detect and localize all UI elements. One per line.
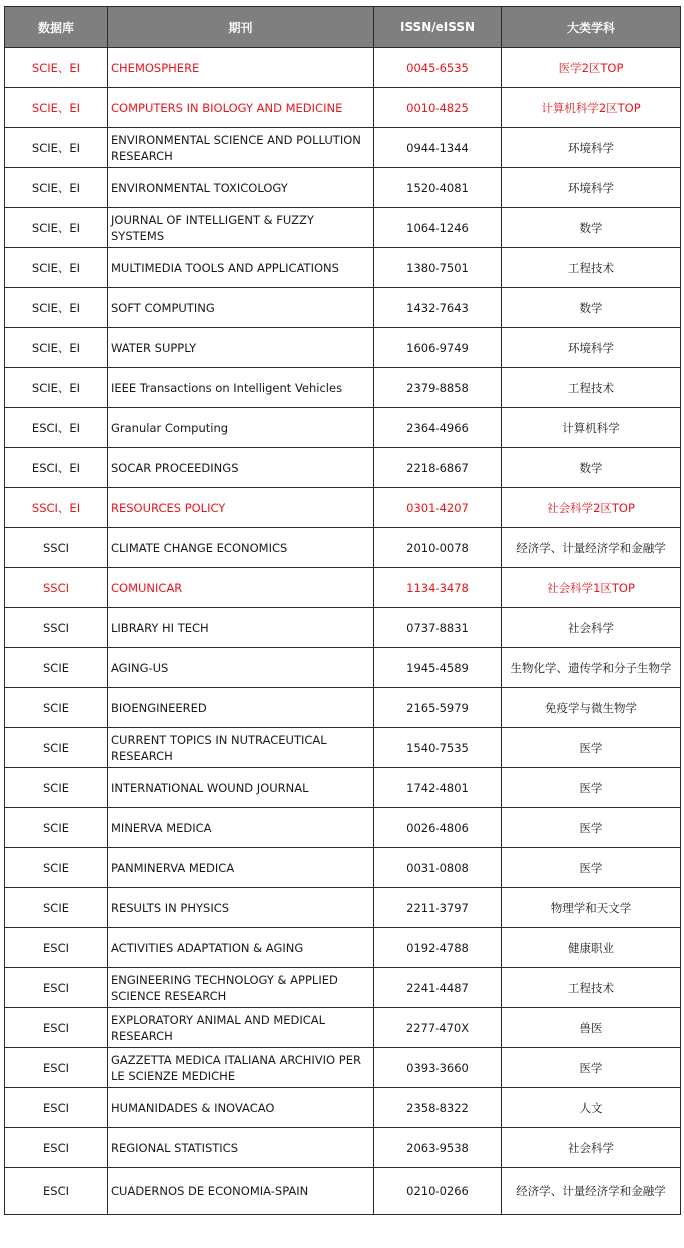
- issn-cell: 0026-4806: [374, 808, 502, 848]
- journal-title-cell: INTERNATIONAL WOUND JOURNAL: [108, 768, 374, 808]
- table-row: [5, 928, 681, 968]
- table-row: [5, 128, 681, 168]
- journal-title-cell: COMUNICAR: [108, 568, 374, 608]
- category-cell: 健康职业: [502, 928, 681, 968]
- table-row: [5, 968, 681, 1008]
- category-cell: 数学: [502, 208, 681, 248]
- issn-cell: 0210-0266: [374, 1168, 502, 1215]
- category-cell: 环境科学: [502, 168, 681, 208]
- database-cell: SCIE: [5, 648, 108, 688]
- issn-cell: 0045-6535: [374, 48, 502, 88]
- journal-title-cell: BIOENGINEERED: [108, 688, 374, 728]
- journal-title-cell: Granular Computing: [108, 408, 374, 448]
- issn-cell: 0301-4207: [374, 488, 502, 528]
- database-cell: ESCI: [5, 1128, 108, 1168]
- issn-cell: 1606-9749: [374, 328, 502, 368]
- database-cell: ESCI: [5, 1008, 108, 1048]
- table-row: [5, 48, 681, 88]
- database-cell: ESCI: [5, 968, 108, 1008]
- journal-title-cell: CHEMOSPHERE: [108, 48, 374, 88]
- category-cell: 环境科学: [502, 128, 681, 168]
- issn-cell: 1064-1246: [374, 208, 502, 248]
- database-cell: ESCI、EI: [5, 408, 108, 448]
- category-cell: 医学: [502, 768, 681, 808]
- table-row: [5, 488, 681, 528]
- issn-cell: 2358-8322: [374, 1088, 502, 1128]
- journal-title-cell: LIBRARY HI TECH: [108, 608, 374, 648]
- database-cell: SCIE: [5, 688, 108, 728]
- table-row: [5, 248, 681, 288]
- table-row: [5, 688, 681, 728]
- issn-cell: 1945-4589: [374, 648, 502, 688]
- category-cell: 医学: [502, 808, 681, 848]
- category-cell: 计算机科学2区TOP: [502, 88, 681, 128]
- table-row: [5, 208, 681, 248]
- table-row: [5, 1168, 681, 1215]
- issn-cell: 2218-6867: [374, 448, 502, 488]
- issn-cell: 1380-7501: [374, 248, 502, 288]
- category-cell: 生物化学、遗传学和分子生物学: [502, 648, 681, 688]
- database-cell: SSCI: [5, 608, 108, 648]
- database-cell: SSCI、EI: [5, 488, 108, 528]
- table-row: [5, 648, 681, 688]
- journal-title-cell: ENVIRONMENTAL SCIENCE AND POLLUTION RESEARCH: [108, 128, 374, 168]
- database-cell: ESCI: [5, 1168, 108, 1215]
- category-cell: 数学: [502, 448, 681, 488]
- category-cell: 工程技术: [502, 368, 681, 408]
- issn-cell: 0192-4788: [374, 928, 502, 968]
- table-row: [5, 768, 681, 808]
- database-cell: SCIE: [5, 848, 108, 888]
- database-cell: ESCI、EI: [5, 448, 108, 488]
- issn-cell: 0010-4825: [374, 88, 502, 128]
- category-cell: 工程技术: [502, 248, 681, 288]
- database-cell: SCIE、EI: [5, 288, 108, 328]
- database-cell: SCIE: [5, 768, 108, 808]
- category-cell: 社会科学2区TOP: [502, 488, 681, 528]
- category-cell: 医学: [502, 1048, 681, 1088]
- category-cell: 兽医: [502, 1008, 681, 1048]
- database-cell: SCIE、EI: [5, 88, 108, 128]
- category-cell: 经济学、计量经济学和金融学: [502, 528, 681, 568]
- header-issn: ISSN/eISSN: [374, 7, 502, 48]
- header-row: [5, 7, 681, 48]
- table-row: [5, 328, 681, 368]
- issn-cell: 2010-0078: [374, 528, 502, 568]
- journal-table: [4, 6, 681, 1215]
- journal-title-cell: RESOURCES POLICY: [108, 488, 374, 528]
- journal-title-cell: CLIMATE CHANGE ECONOMICS: [108, 528, 374, 568]
- database-cell: SCIE、EI: [5, 328, 108, 368]
- journal-title-cell: PANMINERVA MEDICA: [108, 848, 374, 888]
- journal-title-cell: HUMANIDADES & INOVACAO: [108, 1088, 374, 1128]
- table-row: [5, 1088, 681, 1128]
- database-cell: SCIE: [5, 728, 108, 768]
- category-cell: 人文: [502, 1088, 681, 1128]
- journal-title-cell: SOFT COMPUTING: [108, 288, 374, 328]
- issn-cell: 1540-7535: [374, 728, 502, 768]
- table-row: [5, 368, 681, 408]
- database-cell: SCIE: [5, 888, 108, 928]
- category-cell: 免疫学与微生物学: [502, 688, 681, 728]
- table-row: [5, 88, 681, 128]
- issn-cell: 0944-1344: [374, 128, 502, 168]
- database-cell: SSCI: [5, 528, 108, 568]
- journal-title-cell: CURRENT TOPICS IN NUTRACEUTICAL RESEARCH: [108, 728, 374, 768]
- category-cell: 环境科学: [502, 328, 681, 368]
- table-row: [5, 1048, 681, 1088]
- table-body: [5, 48, 681, 1215]
- journal-title-cell: SOCAR PROCEEDINGS: [108, 448, 374, 488]
- table-row: [5, 288, 681, 328]
- journal-title-cell: CUADERNOS DE ECONOMIA-SPAIN: [108, 1168, 374, 1215]
- issn-cell: 2063-9538: [374, 1128, 502, 1168]
- journal-title-cell: MINERVA MEDICA: [108, 808, 374, 848]
- journal-title-cell: WATER SUPPLY: [108, 328, 374, 368]
- table-header: [5, 7, 681, 48]
- journal-title-cell: EXPLORATORY ANIMAL AND MEDICAL RESEARCH: [108, 1008, 374, 1048]
- category-cell: 医学: [502, 728, 681, 768]
- table-row: [5, 448, 681, 488]
- database-cell: SCIE: [5, 808, 108, 848]
- category-cell: 数学: [502, 288, 681, 328]
- issn-cell: 2379-8858: [374, 368, 502, 408]
- table-row: [5, 808, 681, 848]
- journal-title-cell: IEEE Transactions on Intelligent Vehicles: [108, 368, 374, 408]
- header-category: 大类学科: [502, 7, 681, 48]
- journal-title-cell: RESULTS IN PHYSICS: [108, 888, 374, 928]
- table-row: [5, 608, 681, 648]
- table-row: [5, 728, 681, 768]
- journal-title-cell: ACTIVITIES ADAPTATION & AGING: [108, 928, 374, 968]
- database-cell: SCIE、EI: [5, 128, 108, 168]
- category-cell: 经济学、计量经济学和金融学: [502, 1168, 681, 1215]
- header-database: 数据库: [5, 7, 108, 48]
- journal-title-cell: ENGINEERING TECHNOLOGY & APPLIED SCIENCE RESEARCH: [108, 968, 374, 1008]
- database-cell: SCIE、EI: [5, 48, 108, 88]
- database-cell: SCIE、EI: [5, 368, 108, 408]
- category-cell: 物理学和天文学: [502, 888, 681, 928]
- issn-cell: 1134-3478: [374, 568, 502, 608]
- issn-cell: 2277-470X: [374, 1008, 502, 1048]
- issn-cell: 0393-3660: [374, 1048, 502, 1088]
- issn-cell: 2165-5979: [374, 688, 502, 728]
- table-row: [5, 568, 681, 608]
- database-cell: SSCI: [5, 568, 108, 608]
- journal-title-cell: MULTIMEDIA TOOLS AND APPLICATIONS: [108, 248, 374, 288]
- database-cell: SCIE、EI: [5, 248, 108, 288]
- issn-cell: 1432-7643: [374, 288, 502, 328]
- table-row: [5, 1128, 681, 1168]
- category-cell: 社会科学1区TOP: [502, 568, 681, 608]
- journal-title-cell: JOURNAL OF INTELLIGENT & FUZZY SYSTEMS: [108, 208, 374, 248]
- table-row: [5, 1008, 681, 1048]
- category-cell: 计算机科学: [502, 408, 681, 448]
- category-cell: 工程技术: [502, 968, 681, 1008]
- journal-title-cell: GAZZETTA MEDICA ITALIANA ARCHIVIO PER LE SCIENZE MEDICHE: [108, 1048, 374, 1088]
- issn-cell: 2211-3797: [374, 888, 502, 928]
- table-row: [5, 528, 681, 568]
- category-cell: 社会科学: [502, 608, 681, 648]
- database-cell: ESCI: [5, 928, 108, 968]
- journal-title-cell: REGIONAL STATISTICS: [108, 1128, 374, 1168]
- table-row: [5, 168, 681, 208]
- journal-title-cell: ENVIRONMENTAL TOXICOLOGY: [108, 168, 374, 208]
- journal-title-cell: AGING-US: [108, 648, 374, 688]
- table-row: [5, 888, 681, 928]
- database-cell: ESCI: [5, 1048, 108, 1088]
- table-row: [5, 408, 681, 448]
- issn-cell: 0737-8831: [374, 608, 502, 648]
- database-cell: SCIE、EI: [5, 208, 108, 248]
- issn-cell: 1520-4081: [374, 168, 502, 208]
- category-cell: 医学: [502, 848, 681, 888]
- database-cell: ESCI: [5, 1088, 108, 1128]
- category-cell: 社会科学: [502, 1128, 681, 1168]
- journal-title-cell: COMPUTERS IN BIOLOGY AND MEDICINE: [108, 88, 374, 128]
- issn-cell: 0031-0808: [374, 848, 502, 888]
- table-row: [5, 848, 681, 888]
- category-cell: 医学2区TOP: [502, 48, 681, 88]
- issn-cell: 2364-4966: [374, 408, 502, 448]
- database-cell: SCIE、EI: [5, 168, 108, 208]
- issn-cell: 1742-4801: [374, 768, 502, 808]
- header-journal: 期刊: [108, 7, 374, 48]
- issn-cell: 2241-4487: [374, 968, 502, 1008]
